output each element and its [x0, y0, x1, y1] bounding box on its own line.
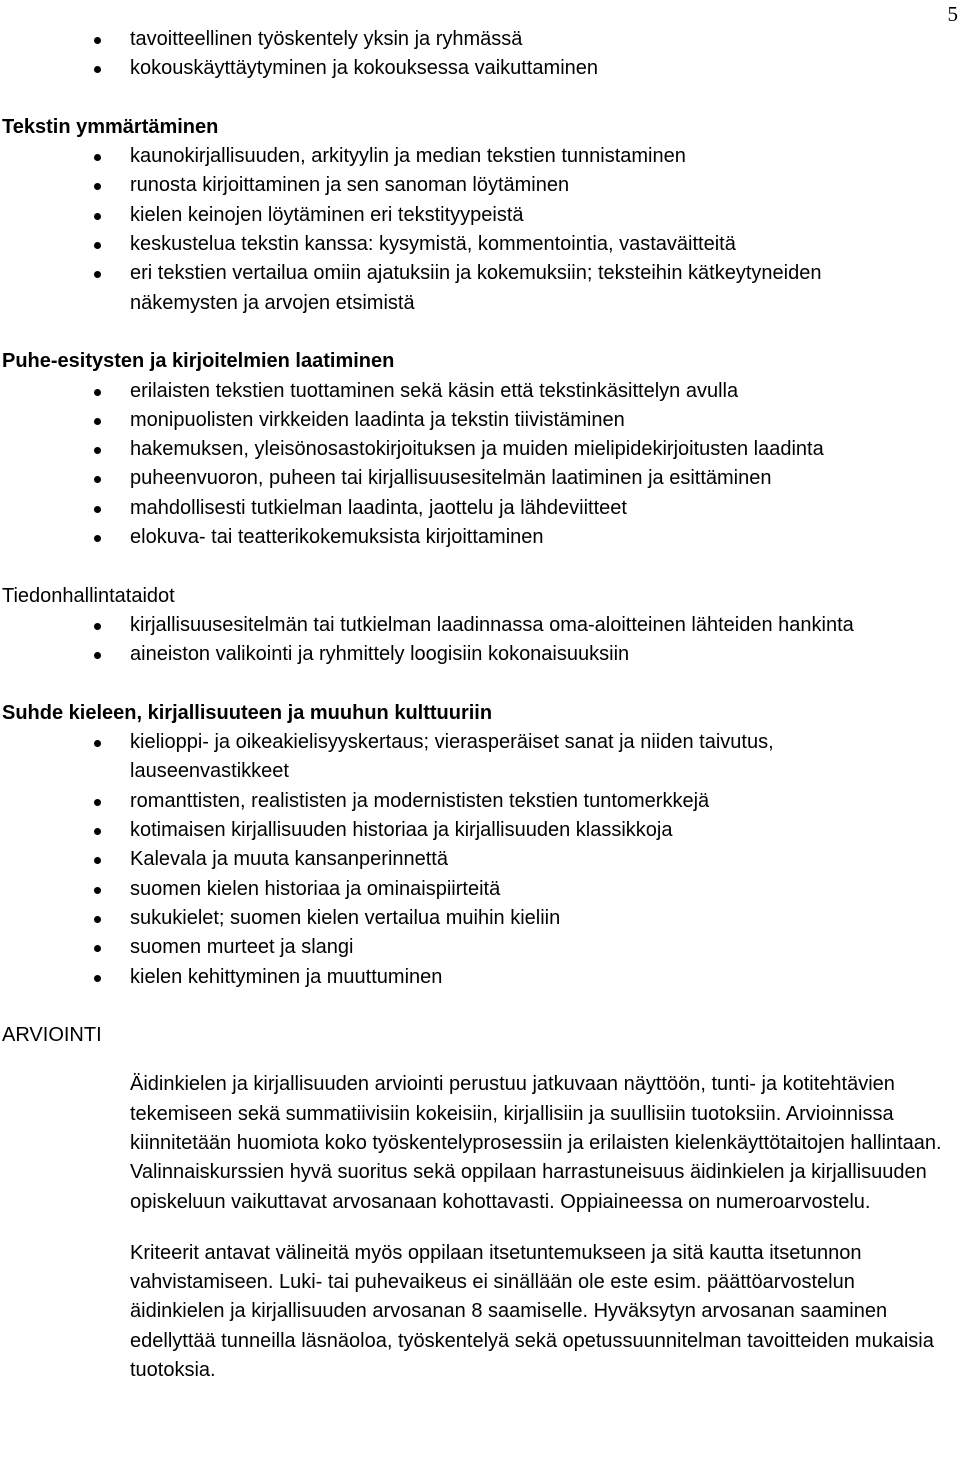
section-list-puhe-esitysten	[0, 377, 958, 553]
spacer	[0, 552, 958, 581]
list-item: sukukielet; suomen kielen vertailua muihin kieliin	[0, 904, 920, 933]
spacer	[0, 318, 958, 347]
list-item: suomen kielen historiaa ja ominaispiirteitä	[0, 875, 920, 904]
list-item: mahdollisesti tutkielman laadinta, jaottelu ja lähdeviitteet	[0, 494, 920, 523]
section-list-tiedonhallintataidot	[0, 611, 958, 670]
list-item: keskustelua tekstin kanssa: kysymistä, kommentointia, vastaväitteitä	[0, 230, 920, 259]
list-item: kokouskäyttäytyminen ja kokouksessa vaikuttaminen	[0, 54, 920, 83]
list-item: tavoitteellinen työskentely yksin ja ryhmässä	[0, 25, 920, 54]
list-item: eri tekstien vertailua omiin ajatuksiin ja kokemuksiin; teksteihin kätkeytyneiden näkemysten ja arvojen etsimistä	[0, 259, 920, 318]
assessment-paragraph: Äidinkielen ja kirjallisuuden arviointi perustuu jatkuvaan näyttöön, tunti- ja kotitehtävien tekemiseen sekä summatiivisiin kokeisiin, kirjallisiin ja suullisiin tuotoksiin. Arvioinnissa kiinnitetään huomiota koko työskentelyprosessiin ja erilaisten kielenkäyttötaitojen hallintaan. Valinnaiskurssien hyvä suoritus sekä oppilaan harrastuneisuus äidinkielen ja kirjallisuuden opiskeluun vaikuttavat arvosanaan kohottavasti. Oppiaineessa on numeroarvostelu.	[130, 1073, 942, 1213]
intro-list	[0, 25, 958, 84]
list-item: puheenvuoron, puheen tai kirjallisuusesitelmän laatiminen ja esittäminen	[0, 464, 920, 493]
section-list-suhde-kieleen	[0, 728, 958, 992]
list-item: suomen murteet ja slangi	[0, 933, 920, 962]
section-heading-tekstin-ymmartaminen: Tekstin ymmärtäminen	[2, 115, 219, 138]
list-item: monipuolisten virkkeiden laadinta ja tekstin tiivistäminen	[0, 406, 920, 435]
list-item: kielen kehittyminen ja muuttuminen	[0, 963, 920, 992]
spacer	[0, 1050, 958, 1070]
list-item: kaunokirjallisuuden, arkityylin ja median tekstien tunnistaminen	[0, 142, 920, 171]
assessment-heading: ARVIOINTI	[2, 1024, 102, 1047]
list-item: kotimaisen kirjallisuuden historiaa ja kirjallisuuden klassikkoja	[0, 816, 920, 845]
spacer	[0, 84, 958, 113]
list-item: aineiston valikointi ja ryhmittely loogisiin kokonaisuuksiin	[0, 640, 920, 669]
list-item: kielen keinojen löytäminen eri tekstityypeistä	[0, 201, 920, 230]
list-item: Kalevala ja muuta kansanperinnettä	[0, 845, 920, 874]
list-item: kielioppi- ja oikeakielisyyskertaus; vierasperäiset sanat ja niiden taivutus, lauseenvastikkeet	[0, 728, 920, 787]
spacer	[0, 992, 958, 1021]
spacer	[0, 1217, 958, 1239]
assessment-paragraph: Kriteerit antavat välineitä myös oppilaan itsetuntemukseen ja sitä kautta itsetunnon vahvistamiseen. Luki- tai puhevaikeus ei sinällään ole este esim. päättöarvostelun äidinkielen ja kirjallisuuden arvosanan 8 saamiselle. Hyväksytyn arvosanan saaminen edellyttää tunneilla läsnäoloa, työskentelyä sekä opetussuunnitelman tavoitteiden mukaisia tuotoksia.	[130, 1241, 934, 1382]
list-item: runosta kirjoittaminen ja sen sanoman löytäminen	[0, 171, 920, 200]
list-item: romanttisten, realististen ja modernististen tekstien tuntomerkkejä	[0, 787, 920, 816]
section-list-tekstin-ymmartaminen	[0, 142, 958, 318]
section-heading-puhe-esitysten: Puhe-esitysten ja kirjoitelmien laatiminen	[2, 350, 395, 373]
list-item: hakemuksen, yleisönosastokirjoituksen ja muiden mielipidekirjoitusten laadinta	[0, 435, 920, 464]
spacer	[0, 670, 958, 699]
section-heading-tiedonhallintataidot: Tiedonhallintataidot	[2, 584, 175, 607]
list-item: elokuva- tai teatterikokemuksista kirjoittaminen	[0, 523, 920, 552]
section-heading-suhde-kieleen: Suhde kieleen, kirjallisuuteen ja muuhun kulttuuriin	[2, 701, 493, 724]
document-body	[0, 25, 958, 1385]
list-item: erilaisten tekstien tuottaminen sekä käsin että tekstinkäsittelyn avulla	[0, 377, 920, 406]
list-item: kirjallisuusesitelmän tai tutkielman laadinnassa oma-aloitteinen lähteiden hankinta	[0, 611, 920, 640]
page-number: 5	[947, 2, 958, 26]
